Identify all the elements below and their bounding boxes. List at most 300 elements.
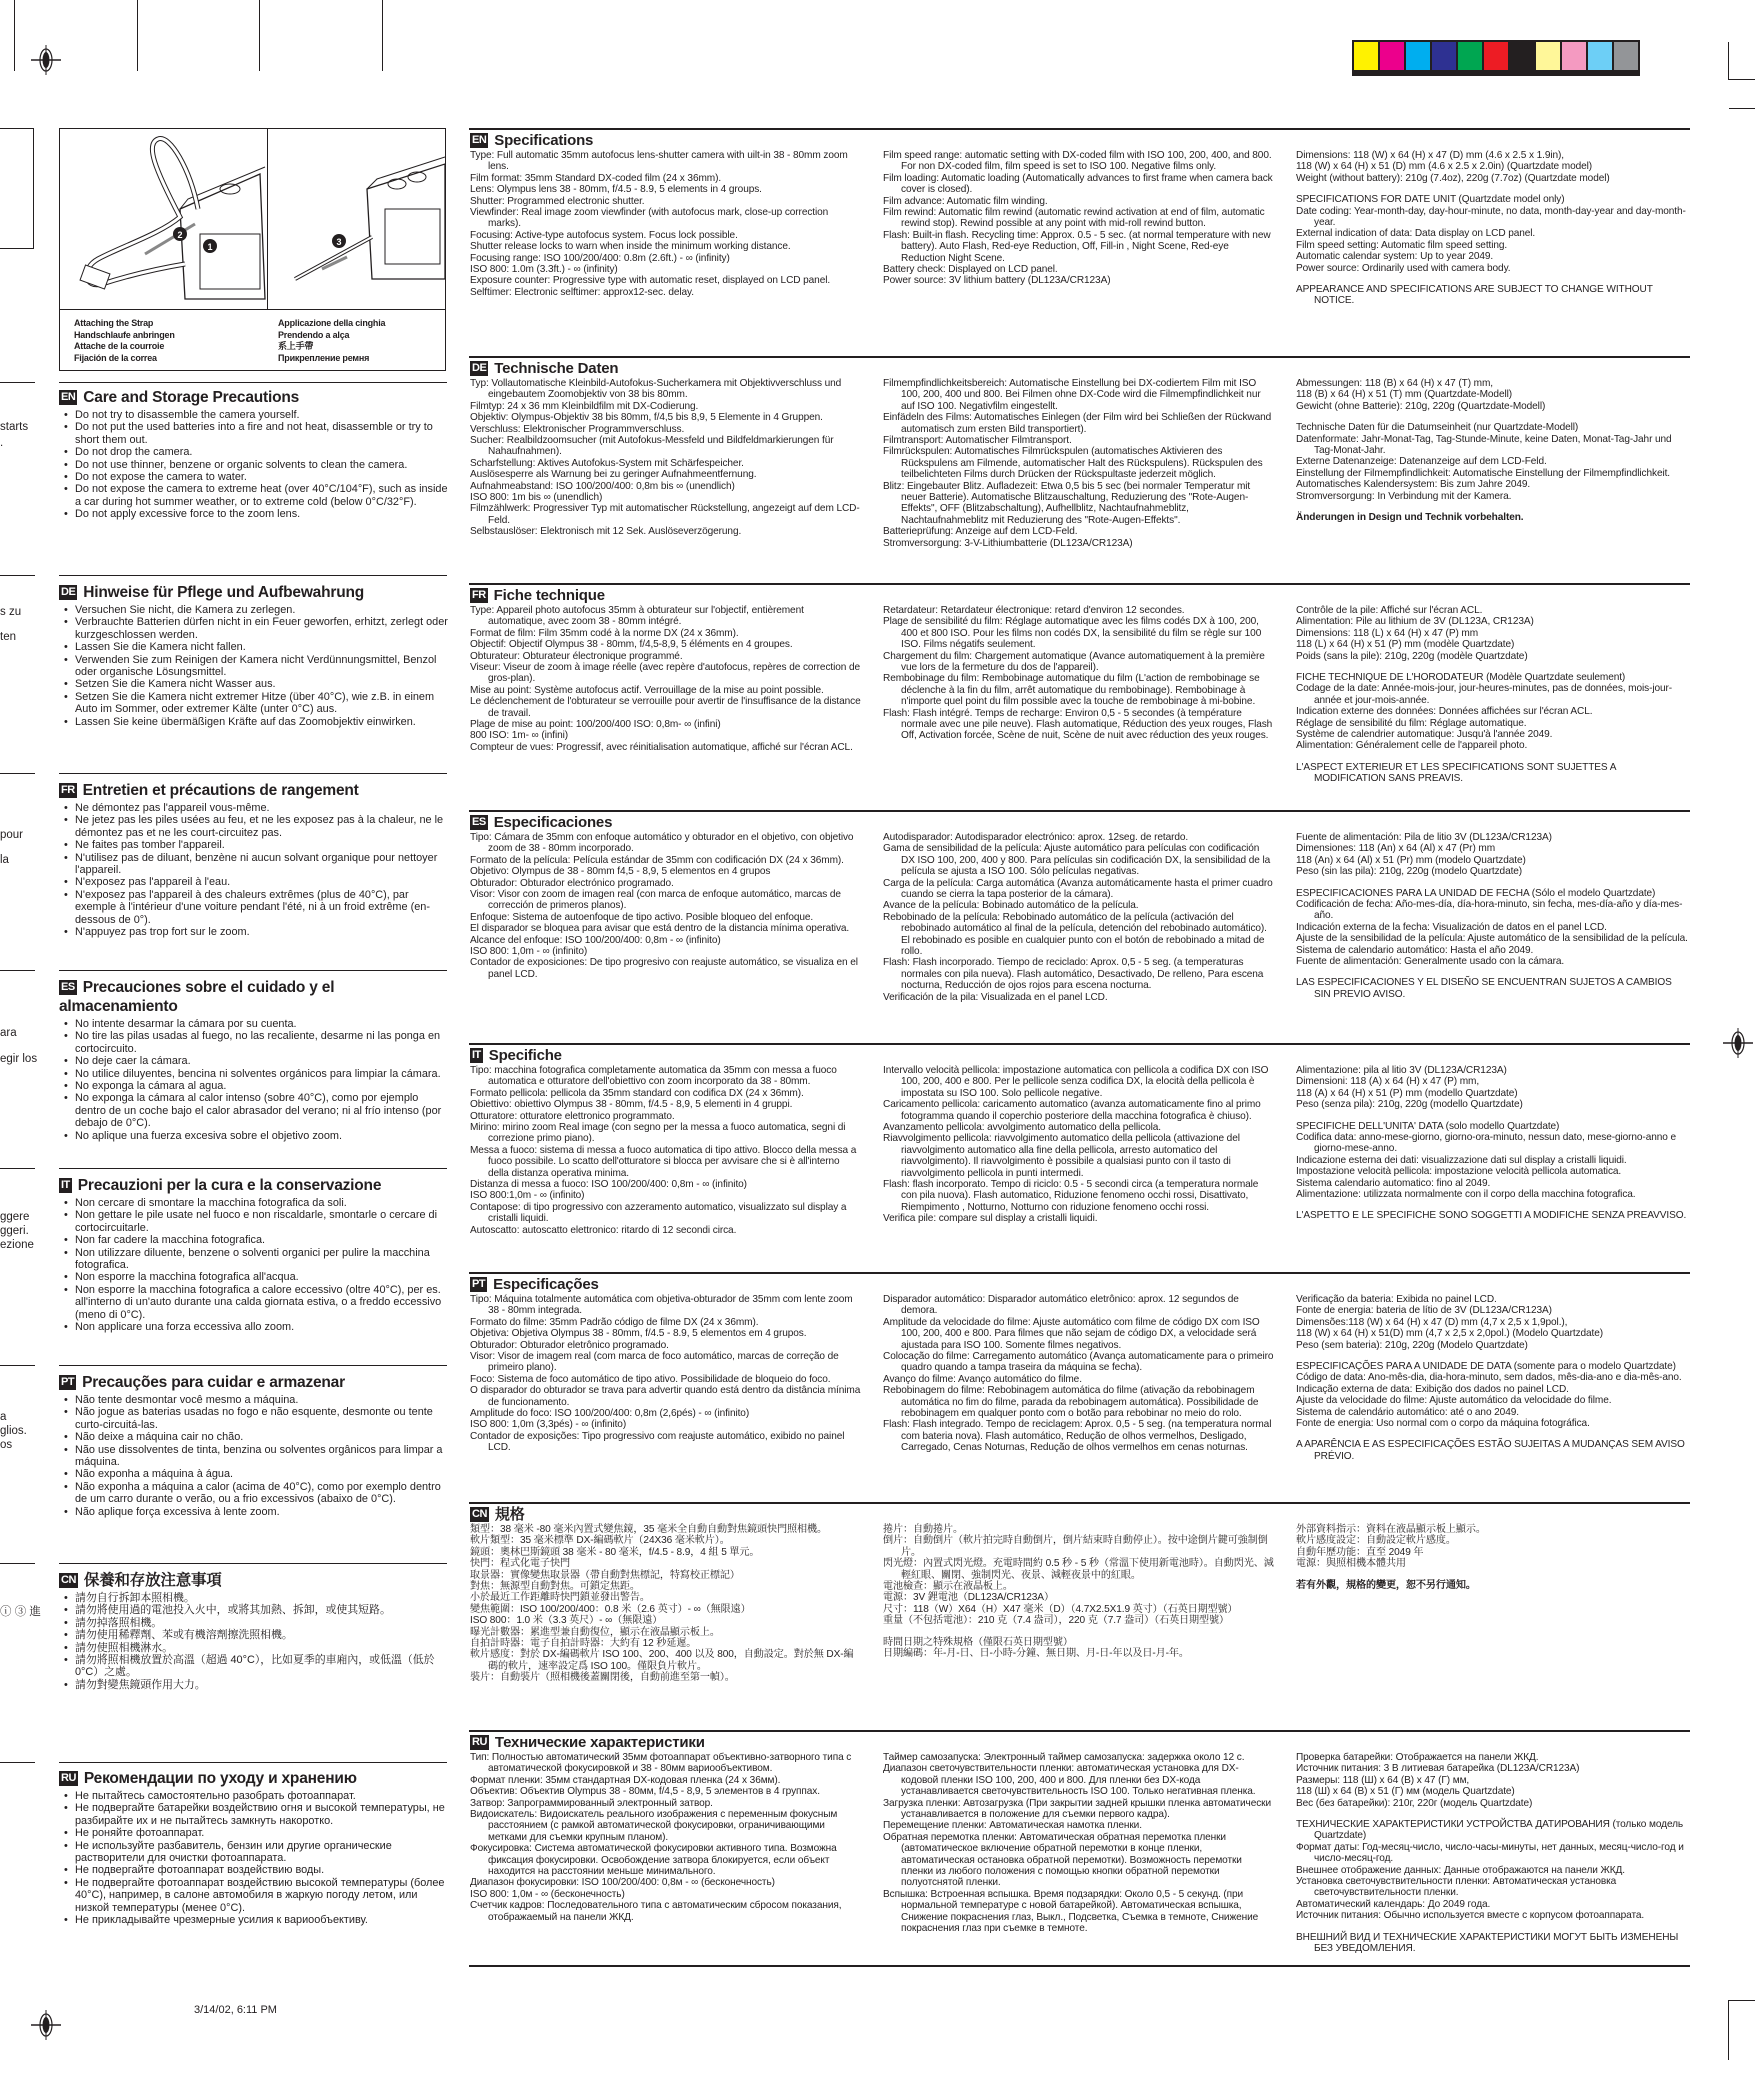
precaution-item: • Do not put the used batteries into a fire and not heat, disassemble or try to short them out. [59,421,449,446]
divider [0,1365,35,1366]
spec-line: Rembobinage du film: Rembobinage automatique du film (L'action de rembobinage se déclenche à la fin du film, arrêt automatique du rembobinage). Rembobinage à n'importe quel point du film possible avec la touche de rembobinage à mi-bobine. [883,673,1260,708]
caption: Handschlaufe anbringen [74,329,175,340]
spec-line: El disparador se bloquea para avisar que está dentro de la distancia mínima operativa. [470,923,850,935]
spec-section-heading [470,1046,1690,1065]
cut-off-text: a [0,1411,7,1423]
care-section-fr [59,781,449,938]
spec-line: 重量（不包括電池）：210 克（7.4 盎司），220 克（7.7 盎司）（石英日期型號） [883,1615,1230,1627]
care-section-ru [59,1769,449,1926]
spec-line: Enfoque: Sistema de autoenfoque de tipo activo. Posible bloqueo del enfoque. [470,911,814,923]
spec-line: Alimentation: Généralement celle de l'appareil photo. [1296,740,1528,752]
section-divider [469,128,1690,130]
spec-line: Обратная перемотка пленки: Автоматическая обратная перемотка пленки (автоматическое включение обратной перемотки в конце пленки, автоматическая остановка обратной перемотки). Возможность перемотки пленки из любого положения с помощью кнопки обратной перемотки полуотснятой пленки. [883,1831,1242,1889]
language-badge-es: ES [61,981,75,993]
spec-line: Amplitude da velocidade do filme: Ajuste automático com filme de código DX com ISO 100, 200, 400 e 800. Para filmes que não sejam de código DX, a velocidade será ajustada para ISO 100. Somente filmes negativos. [883,1316,1260,1351]
precaution-item: • Не используйте разбавитель, бензин или другие органические растворители для очистки фотоаппарата. [59,1840,449,1865]
cut-off-text: ara [0,1027,17,1039]
spec-line: Alcance del enfoque: ISO 100/200/400: 0,8m - ∞ (infinito) [470,934,721,946]
spec-line: Compteur de vues: Progressif, avec réinitialisation automatique, affiché sur l'écran ACL. [470,741,853,753]
precaution-item: • Não deixe a máquina cair no chão. [59,1431,449,1443]
precaution-item: • Do not use thinner, benzene or organic solvents to clean the camera. [59,459,449,471]
spec-column [883,832,1275,1003]
cut-off-text: s zu [0,606,22,618]
spec-line: 電源：3V 鋰電池（DL123A/CR123A） [883,1592,1054,1604]
spec-line: Codifica data: anno-mese-giorno, giorno-ora-minuto, nessun dato, mese-giorno-anno e giorno-mese-anno. [1296,1132,1676,1155]
spec-line: Foco: Sistema de foco automático de tipo ativo. Possibilidade de bloqueio do foco. [470,1373,831,1385]
section-divider [469,356,1690,358]
spec-line: Contador de exposiciones: De tipo progresivo con reajuste automático, se visualiza en el panel LCD. [470,957,858,980]
spec-line: Exposure counter: Progressive type with automatic reset, displayed on LCD panel. [470,275,831,287]
spacer [883,1627,1275,1637]
care-section-pt [59,1373,449,1518]
strap-step-3-illustration [267,129,445,309]
language-badge-it: IT [472,1049,481,1061]
spec-column [883,1524,1275,1659]
spec-line: ISO 800: 1,0m (3,3pés) - ∞ (infinito) [470,1419,627,1431]
spec-line: Visor: Visor de imagem real (com marca de foco automático, marcas de correção de primeiro plano). [470,1351,839,1374]
spacer [1296,1922,1688,1932]
spec-line: Type: Full automatic 35mm autofocus lens-shutter camera with uilt-in 38 - 80mm zoom lens. [470,150,848,173]
spec-line: Peso (sin las pila): 210g, 220g (modelo Quartzdate) [1296,866,1523,878]
spec-line: Obturateur: Obturateur électronique programmé. [470,650,683,662]
care-section-heading [59,583,449,602]
precaution-item: • 請勿將照相機放置於高溫（超過 40°C），比如夏季的車廂內，或低溫（低於 0°C）之處。 [59,1654,449,1679]
spec-line: Weight (without battery): 210g (7.4oz), 220g (7.7oz) (Quartzdate model) [1296,172,1610,184]
spec-line: Film advance: Automatic film winding. [883,195,1048,207]
spec-section-ru [470,1733,1690,1955]
captions-left [74,318,175,364]
spec-line: Date coding: Year-month-day, day-hour-minute, no data, month-day-year and day-month-year. [1296,205,1686,229]
color-swatch [1432,42,1456,70]
precaution-item: • Não tente desmontar você mesmo a máquina. [59,1394,449,1406]
spec-line: Источник питания: 3 В литиевая батарейка (DL123A/CR123A) [1296,1763,1580,1775]
camera-strap-drawing-icon [60,129,267,309]
section-divider [59,773,447,774]
precautions-list [59,409,449,521]
spec-line: Формат пленки: 35мм стандартная DX-кодовая пленка (24 x 36мм). [470,1774,781,1786]
spacer [1296,184,1688,194]
spec-section-de [470,359,1690,549]
spec-line: Sistema de calendário automático: até o ano 2049. [1296,1406,1519,1418]
spec-line: Selftimer: Electronic selftimer: approx12-sec. delay. [470,286,694,298]
spec-line: Ajuste de la sensibilidad de la película: Ajuste automático de la sensibilidad de la película. [1296,933,1688,945]
crop-mark [1728,2000,1729,2060]
section-divider [59,575,447,576]
spec-line: Scharfstellung: Aktives Autofokus-System mit Schärfespeicher. [470,457,744,469]
cut-off-text: ezione [0,1239,34,1251]
spacer [1296,878,1688,888]
spec-section-fr [470,586,1690,785]
spec-line: Autoscatto: autoscatto elettronico: ritardo di 12 secondi circa. [470,1224,737,1236]
divider [0,773,35,774]
spec-line: Änderungen in Design und Technik vorbehalten. [1296,512,1524,524]
precaution-item: • Ne jetez pas les piles usées au feu, et ne les exposez pas à la chaleur, ne le démontez pas et ne les court-circuitez pas. [59,814,449,839]
section-divider [469,1730,1690,1732]
spacer [1296,1809,1688,1819]
spec-line: Indicação externa de data: Exibição dos dados no painel LCD. [1296,1383,1569,1395]
spec-line: APPEARANCE AND SPECIFICATIONS ARE SUBJECT TO CHANGE WITHOUT NOTICE. [1296,284,1653,307]
precaution-item: • No exponga la cámara al agua. [59,1080,449,1092]
spec-line: Тип: Полностью автоматический 35мм фотоаппарат объективно-затворного типа с автоматической фокусировкой и 38 - 80мм вариообъективом. [470,1752,852,1775]
spec-line: Filmtyp: 24 x 36 mm Kleinbildfilm mit DX-Codierung. [470,400,699,412]
precaution-item: • Do not expose the camera to water. [59,471,449,483]
spec-column [470,1752,862,1923]
spec-section-heading [470,586,1690,605]
spec-column [883,605,1275,742]
spec-line: Batterieprüfung: Anzeige auf dem LCD-Feld. [883,526,1078,538]
spec-line: Rebobinagem do filme: Rebobinagem automática do filme (ativação da rebobinagem automática no fim do filme, parada da rebobinagem automática). Possibilidade de rebobinagem em qualquer ponto com o botão para rebobinar no meio do rolo. [883,1385,1259,1420]
section-title: Fiche technique [493,587,605,604]
precaution-item: • N'exposez pas l'appareil à l'eau. [59,876,449,888]
spec-line: Format de film: Film 35mm codé à la norme DX (24 x 36mm). [470,627,739,639]
spec-line: Impostazione velocità pellicola: impostazione velocità pellicola automatica. [1296,1166,1622,1178]
divider [0,1762,35,1763]
spec-line: Obiettivo: obiettivo Olympus 38 - 80mm, f/4.5 - 8,9, 5 elementi in 4 gruppi. [470,1099,793,1111]
cut-off-text: pour [0,829,24,841]
crop-mark [1729,108,1755,109]
precaution-item: • Do not try to disassemble the camera yourself. [59,409,449,421]
step-number: 3 [336,237,342,247]
spec-line: Externe Datenanzeige: Datenanzeige auf dem LCD-Feld. [1296,456,1547,468]
spec-line: Peso (senza pila): 210g, 220g (modello Quartzdate) [1296,1099,1523,1111]
spec-column [883,378,1275,549]
spec-line: Alimentation: Pile au lithium de 3V (DL123A, CR123A) [1296,616,1534,628]
spec-section-heading [470,813,1690,832]
spec-line: 軟片感度設定：自動設定軟片感度。 [1296,1535,1456,1547]
fold-line [137,0,138,71]
spec-line: Type: Appareil photo autofocus 35mm à obturateur sur l'objectif, entièrement automatique, avec zoom 38 - 80mm intégré. [470,605,804,628]
spec-section-heading [470,1505,1690,1524]
spec-line: Dimensioni: 118 (A) x 64 (H) x 47 (P) mm, [1296,1076,1480,1088]
spec-line: 自動年歷功能：直至 2049 年 [1296,1546,1424,1558]
precaution-item: • Не прикладывайте чрезмерные усилия к вариообъективу. [59,1914,449,1926]
precaution-item: • Não exponha a máquina à água. [59,1468,449,1480]
spec-column [883,1752,1275,1935]
color-swatch [1458,42,1482,70]
spec-line: Battery check: Displayed on LCD panel. [883,264,1058,276]
spec-line: 閃光燈：內置式閃光燈。充電時間約 0.5 秒 - 5 秒（常溫下使用新電池時）。自動閃光、減輕紅眼、關閉、強制閃光、夜景、減輕夜景中的紅眼。 [883,1558,1274,1581]
spec-section-heading [470,359,1690,378]
divider [0,970,35,971]
section-title: Technische Daten [494,360,619,377]
spec-line: Sistema de calendario automático: Hasta el año 2049. [1296,944,1534,956]
spacer [1296,1429,1688,1439]
precaution-item: • Do not expose the camera to extreme heat (over 40°C/104°F), such as inside a car during hot summer weather, or to extreme cold (below 0°C/32°F). [59,483,449,508]
spacer [1296,1351,1688,1361]
spec-line: 鏡頭：奧林巴斯鏡頭 38 毫米 - 80 毫米，f/4.5 - 8.9，4 組 5 單元。 [470,1546,760,1558]
caption: Attache de la courroie [74,341,165,351]
precaution-item: • 請勿自行拆卸本照相機。 [59,1592,449,1604]
precaution-item: • Setzen Sie die Kamera nicht extremer Hitze (über 40°C), wie z.B. in einem Auto im Sommer, oder extremer Kälte (unter 0°C) aus. [59,691,449,716]
precaution-item: • Не пытайтесь самостоятельно разобрать фотоаппарат. [59,1790,449,1802]
precautions-list [59,1790,449,1926]
care-section-heading [59,1176,449,1195]
spec-line: Avanço do filme: Avanço automático do filme. [883,1373,1082,1385]
precaution-item: • No deje caer la cámara. [59,1055,449,1067]
spec-line: Film rewind: Automatic film rewind (automatic rewind activation at end of film, automatic rewind stop). Rewind possible at any point with mid-roll rewind button. [883,207,1265,230]
spec-line: Aufnahmeabstand: ISO 100/200/400: 0,8m bis ∞ (unendlich) [470,480,735,492]
spec-line: 變焦範圍：ISO 100/200/400：0.8 米（2.6 英寸）- ∞（無限遠） [470,1603,751,1615]
care-section-heading [59,781,449,800]
spec-line: Filmempfindlichkeitsbereich: Automatische Einstellung bei DX-codiertem Film mit ISO 100, 200, 400 und 800. Bei Filmen ohne DX-Code wird die Filmempfindlichkeit nur auf ISO 100. Negativfilm eingestellt. [883,378,1261,412]
spec-line: Stromversorgung: 3-V-Lithiumbatterie (DL123A/CR123A) [883,537,1133,549]
crop-mark [1729,2000,1755,2001]
spec-line: Formato pellicola: pellicola da 35mm standard con codifica DX (24 x 36mm). [470,1087,804,1099]
precaution-item: • Não jogue as baterias usadas no fogo e não esquente, desmonte ou tente curto-circuitá-las. [59,1406,449,1431]
spec-column [470,150,862,298]
spacer [1296,1111,1688,1121]
section-divider [59,1168,447,1169]
precaution-item: • N'appuyez pas trop fort sur le zoom. [59,926,449,938]
spec-line: Внешнее отображение данных: Данные отображаются на панели ЖКД. [1296,1864,1625,1876]
spec-section-pt [470,1275,1690,1462]
color-swatch [1354,42,1378,70]
spec-line: Codificación de fecha: Año-mes-día, día-hora-minuto, sin fecha, mes-día-año y día-mes-año. [1296,899,1683,922]
spec-line: 倒片：自動倒片（軟片拍完時自動倒片，倒片結束時自動停止）。按中途倒片鍵可強制倒片。 [883,1535,1268,1558]
precaution-item: • Non applicare una forza eccessiva allo zoom. [59,1321,449,1333]
spec-line: Fonte de energia: Uso normal com o corpo da máquina fotográfica. [1296,1418,1590,1430]
precaution-item: • Non gettare le pile usate nel fuoco e non riscaldarle, smontarle o cercare di cortocircuitarle. [59,1209,449,1234]
color-swatch [1614,42,1638,70]
language-badge-pt: PT [61,1376,75,1388]
spec-line: L'ASPETTO E LE SPECIFICHE SONO SOGGETTI A MODIFICHE SENZA PREAVVISO. [1296,1210,1687,1222]
color-calibration-bar [1352,40,1640,76]
spec-line: 捲片：自動捲片。 [883,1524,963,1535]
spec-line: LAS ESPECIFICACIONES Y EL DISEÑO SE ENCUENTRAN SUJETOS A CAMBIOS SIN PREVIO AVISO. [1296,977,1672,1000]
spec-line: Sistema calendario automatico: fino al 2049. [1296,1177,1491,1189]
spec-line: Contapose: di tipo progressivo con azzeramento automatico, visualizzato sul display a cristalli liquidi. [470,1201,847,1225]
spec-line: Fonte de energia: bateria de lítio de 3V (DL123A/CR123A) [1296,1305,1552,1317]
spec-line: Dimensions: 118 (L) x 64 (H) x 47 (P) mm [1296,627,1479,639]
spec-line: Rebobinado de la película: Rebobinado automático de la película (activación del rebobinado automático al final de la película, detención del rebobinado automático). El rebobinado es posible en cualquier punto con el botón de rebobinado a mitad de rollo. [883,911,1267,958]
spec-line: Obturador: Obturador electrónico programado. [470,877,674,889]
spec-line: Формат даты: Год-месяц-число, число-часы-минуты, нет данных, месяц-число-год и число-месяц-год. [1296,1841,1684,1865]
precaution-item: • 請勿使用稀釋劑、苯或有機溶劑擦洗照相機。 [59,1629,449,1641]
divider [0,1563,35,1564]
spec-line: Objetiva: Objetiva Olympus 38 - 80mm, f/4.5 - 8.9, 5 elementos em 4 grupos. [470,1328,807,1340]
spec-line: Gewicht (ohne Batterie): 210g, 220g (Quartzdate-Modell) [1296,400,1546,412]
color-swatch [1588,42,1612,70]
spec-line: ISO 800: 1,0м - ∞ (бесконечность) [470,1888,625,1900]
cut-off-text: ten [0,631,16,643]
precaution-item: • Não aplique força excessiva à lente zoom. [59,1506,449,1518]
spec-line: 118 (W) x 64 (H) x 51 (D) mm (4.6 x 2.5 x 2.0in) (Quartzdate model) [1296,161,1593,173]
language-badge-de: DE [472,362,487,374]
registration-mark-icon [31,2010,61,2040]
spec-line: Abmessungen: 118 (B) x 64 (H) x 47 (T) mm, [1296,378,1493,389]
precaution-item: • 請勿使照相機淋水。 [59,1642,449,1654]
spec-section-es [470,813,1690,1003]
spec-line: ВНЕШНИЙ ВИД И ТЕХНИЧЕСКИЕ ХАРАКТЕРИСТИКИ МОГУТ БЫТЬ ИЗМЕНЕНЫ БЕЗ УВЕДОМЛЕНИЯ. [1296,1931,1679,1955]
spec-line: Réglage de sensibilité du film: Réglage automatique. [1296,717,1527,729]
spec-line: Intervallo velocità pellicola: impostazione automatica con pellicola a codifica DX con ISO 100, 200, 400 e 800. Per le pellicole senza codifica DX, la elocità della pellicola è impostata su ISO 100. Solo pellicole negative. [883,1065,1269,1099]
spec-line: Затвор: Запрограммированный электронный затвор. [470,1797,713,1809]
spec-line: Avanzamento pellicola: avvolgimento automatico della pellicola. [883,1122,1161,1134]
spec-line: Distanza di messa a fuoco: ISO 100/200/400: 0,8m - ∞ (infinito) [470,1179,747,1191]
spec-line: Power source: 3V lithium battery (DL123A/CR123A) [883,275,1111,287]
spec-line: Verschluss: Elektronischer Programmverschluss. [470,423,685,435]
spec-line: Stromversorgung: In Verbindung mit der Kamera. [1296,490,1512,502]
section-title: Технические характеристики [494,1734,705,1751]
adjacent-page-illustration-edge [0,128,34,249]
spec-line: Le déclenchement de l'obturateur se verrouille pour avertir de l'insuffisance de la distance de travail. [470,696,861,719]
registration-mark-icon [1723,1028,1753,1058]
language-badge-es: ES [472,816,486,828]
spec-line: 118 (Ш) x 64 (В) x 51 (Г) мм (модель Quartzdate) [1296,1786,1515,1798]
section-title: 規格 [494,1506,525,1523]
caption: Attaching the Strap [74,318,154,328]
spacer [1296,1570,1688,1580]
cut-off-text: ggere [0,1211,30,1223]
spec-line: Amplitude do foco: ISO 100/200/400: 0,8m (2,6pés) - ∞ (infinito) [470,1408,750,1420]
fold-line [259,0,260,71]
spec-line: Peso (sem bateria): 210g, 220g (Modelo Quartzdate) [1296,1339,1528,1351]
precaution-item: • No exponga la cámara al calor intenso (sobre 40°C), como por ejemplo dentro de un coche bajo el calor abrasador del verano; ni al frío intenso (por debajo de 0°C). [59,1092,449,1129]
section-title: Entretien et précautions de rangement [82,782,359,799]
spec-column [1296,1524,1688,1591]
spec-line: Счетчик кадров: Последовательного типа с автоматическим сбросом показания, отображаемый на панели ЖКД. [470,1900,842,1923]
caption: Fijación de la correa [74,352,157,363]
precaution-item: • Versuchen Sie nicht, die Kamera zu zerlegen. [59,604,449,616]
spec-line: L'ASPECT EXTERIEUR ET LES SPECIFICATIONS SONT SUJETTES A MODIFICATION SANS PREAVIS. [1296,761,1616,785]
language-badge-ru: RU [472,1736,487,1748]
spec-line: Disparador automático: Disparador automático eletrônico: aprox. 12 segundos de demora. [883,1294,1239,1317]
registration-mark-icon [31,45,61,75]
spec-line: Перемещение пленки: Автоматическая намотка пленки. [883,1820,1142,1832]
language-badge-fr: FR [61,784,75,796]
spacer [1296,662,1688,672]
spec-line: Indicación externa de la fecha: Visualización de datos en el panel LCD. [1296,921,1607,933]
section-divider [469,1965,1690,1967]
spec-line: A APARÊNCIA E AS ESPECIFICAÇÕES ESTÃO SUJEITAS A MUDANÇAS SEM AVISO PRÉVIO. [1296,1439,1685,1462]
precaution-item: • Ne faites pas tomber l'appareil. [59,839,449,851]
spec-line: ISO 800: 1m bis ∞ (unendlich) [470,492,603,504]
section-divider [469,810,1690,812]
language-badge-it: IT [61,1179,70,1191]
spec-line: Film speed range: automatic setting with DX-coded film with ISO 100, 200, 400, and 800. For non DX-coded film, film speed is set to ISO 100. Negative films only. [883,150,1272,173]
spec-line: Flash: Flash intégré. Temps de recharge: Environ 0,5 - 5 secondes (à température normale avec une pile neuve). Flash automatique, Réduction des yeux rouges, Flash Off, Activation forcée, Scène de nuit, Scène de nuit avec réduction des yeux rouges. [883,707,1273,742]
spec-line: 裝片：自動裝片（照相機後蓋關閉後，自動前進至第一幀）。 [470,1672,735,1684]
cut-off-text: la [0,854,9,866]
spec-line: Dimensiones: 118 (An) x 64 (Al) x 47 (Pr) mm [1296,843,1496,855]
care-section-cn [59,1571,449,1691]
spec-column [1296,832,1688,1000]
precautions-list [59,1197,449,1333]
divider [0,382,35,383]
section-title: Specifications [494,132,594,149]
cut-off-text: egir los [0,1053,38,1065]
precaution-item: • N'exposez pas l'appareil à des chaleurs extrêmes (plus de 40°C), par exemple à l'intérieur d'une voiture pendant l'été, ni à un froid extrême (en-dessous de 0°). [59,889,449,926]
precaution-item: • Não use dissolventes de tinta, benzina ou solventes orgânicos para limpar a máquina. [59,1444,449,1469]
spec-line: Messa a fuoco: sistema di messa a fuoco automatica di tipo attivo. Blocco della messa a fuoco possibile. Lo scatto dell'otturatore si blocca per avvisare che si è all'interno della distanza operativa minima. [470,1144,857,1179]
spec-line: Объектив: Объектив Olympus 38 - 80мм, f/4,5 - 8,9, 5 элементов в 4 группах. [470,1786,820,1798]
spec-column [1296,150,1688,307]
precautions-list [59,802,449,938]
spec-line: Tipo: macchina fotografica completamente automatica da 35mm con messa a fuoco automatica e otturatore dell'obiettivo con zoom incorporato da 38 - 80mm. [470,1065,837,1088]
precaution-item: • Lassen Sie die Kamera nicht fallen. [59,641,449,653]
spec-line: 118 (W) x 64 (H) x 51(D) mm (4,7 x 2,5 x 2,0pol.) (Modelo Quartzdate) [1296,1328,1604,1340]
spec-line: Viseur: Viseur de zoom à image réelle (avec repère d'autofocus, repères de correction de gros-plan). [470,662,860,685]
color-swatch [1536,42,1560,70]
cut-off-text: glios. [0,1425,27,1437]
spec-line: Automatic calendar system: Up to year 2049. [1296,251,1494,263]
spec-line: Film speed setting: Automatic film speed setting. [1296,239,1508,251]
precaution-item: • Non esporre la macchina fotografica all'acqua. [59,1271,449,1283]
spec-line: Plage de mise au point: 100/200/400 ISO: 0,8m- ∞ (infini) [470,719,721,731]
precautions-list [59,604,449,728]
spec-line: Mise au point: Système autofocus actif. Verrouillage de la mise au point possible. [470,684,824,696]
spec-line: Otturatore: otturatore elettronico programmato. [470,1110,675,1122]
spec-column [1296,378,1688,523]
spec-line: ISO 800: 1.0m (3.3ft.) - ∞ (infinity) [470,264,618,276]
step-number: 2 [177,230,183,240]
precaution-item: • 請勿掉落照相機。 [59,1617,449,1629]
spec-section-heading [470,1733,1690,1752]
precautions-list [59,1018,449,1142]
spec-line: Вес (без батарейки): 210г, 220г (модель Quartzdate) [1296,1797,1533,1809]
spec-line: 日期編碼：年-月-日、日-小時-分鐘、無日期、月-日-年以及日-月-年。 [883,1648,1189,1660]
cut-off-text: . [0,437,4,449]
care-section-heading [59,1373,449,1392]
caption: 系上手帶 [278,341,314,351]
spec-column [883,1065,1275,1225]
spec-section-heading [470,1275,1690,1294]
precaution-item: • Non esporre la macchina fotografica a calore eccessivo (oltre 40°C), per es. all'interno di un'auto durante una calda giornata estiva, o a freddo eccessivo (meno di 0°C). [59,1284,449,1321]
language-badge-pt: PT [472,1278,486,1290]
fold-line [14,0,15,71]
spec-line: 取景器：實像變焦取景器（帶自動對焦標記，特寫校正標記） [470,1569,740,1581]
precaution-item: • Do not drop the camera. [59,446,449,458]
cut-off-text: os [0,1439,13,1451]
spec-line: Диапазон светочувствительности пленки: автоматическая установка для DX-кодовой пленки ISO 100, 200, 400 и 800. Для пленки без DX-кода устанавливается светочувствительность ISO 100. Только негативная пленка. [883,1763,1256,1798]
divider [0,575,35,576]
spec-line: SPECIFICATIONS FOR DATE UNIT (Quartzdate model only) [1296,194,1565,206]
spec-line: Fuente de alimentación: Generalmente usado con la cámara. [1296,956,1565,968]
section-title: Hinweise für Pflege und Aufbewahrung [83,584,364,601]
section-divider [469,1272,1690,1274]
spec-line: O disparador do obturador se trava para advertir quando está dentro da distância mínima de funcionamento. [470,1385,861,1408]
section-title: Precauções para cuidar e armazenar [82,1374,345,1391]
spec-column [470,1065,862,1236]
spec-line: Contador de exposições: Tipo progressivo com reajuste automático, exibido no painel LCD. [470,1430,845,1454]
spec-line: ESPECIFICACIONES PARA LA UNIDAD DE FECHA (Sólo el modelo Quartzdate) [1296,887,1656,899]
cut-off-text: starts [0,421,29,433]
spec-line: 800 ISO: 1m- ∞ (infini) [470,730,569,742]
spec-column [883,150,1275,287]
spec-line: 電池檢查：顯示在液晶板上。 [883,1581,1013,1593]
language-badge-ru: RU [61,1772,76,1784]
spec-line: Filmzählwerk: Progressiver Typ mit automatischer Rückstellung, angezeigt auf dem LCD-Feld. [470,503,860,526]
spacer [1296,412,1688,422]
precaution-item: • No intente desarmar la cámara por su cuenta. [59,1018,449,1030]
spec-section-heading [470,131,1690,150]
spec-line: External indication of data: Data display on LCD panel. [1296,228,1536,240]
section-title: Care and Storage Precautions [83,389,300,406]
camera-strap-drawing-icon [267,129,445,309]
language-badge-cn: CN [61,1574,76,1586]
spec-line: 118 (L) x 64 (H) x 51 (P) mm (modèle Quartzdate) [1296,639,1515,651]
caption: Applicazione della cinghia [278,318,386,328]
spec-line: ISO 800:1,0m - ∞ (infinito) [470,1190,585,1202]
strap-captions [60,309,445,370]
precaution-item: • Verbrauchte Batterien dürfen nicht in ein Feuer geworfen, erhitzt, zerlegt oder kurzgeschlossen werden. [59,616,449,641]
spec-line: Film loading: Automatic loading (Automatically advances to first frame when camera back cover is closed). [883,172,1273,196]
spec-line: Einfädeln des Films: Automatisches Einlegen (der Film wird bei Schließen der Rückwand automatisch zum ersten Bild transportiert). [883,412,1272,435]
fold-line [382,0,383,71]
spec-line: Tipo: Cámara de 35mm con enfoque automático y obturador en el objetivo, con objetivo zoom de 38 - 80mm incorporado. [470,832,854,855]
section-title: Precauciones sobre el cuidado y el almacenamiento [59,979,335,1015]
spec-line: Ajuste da velocidade do filme: Ajuste automático da velocidade do filme. [1296,1395,1612,1407]
